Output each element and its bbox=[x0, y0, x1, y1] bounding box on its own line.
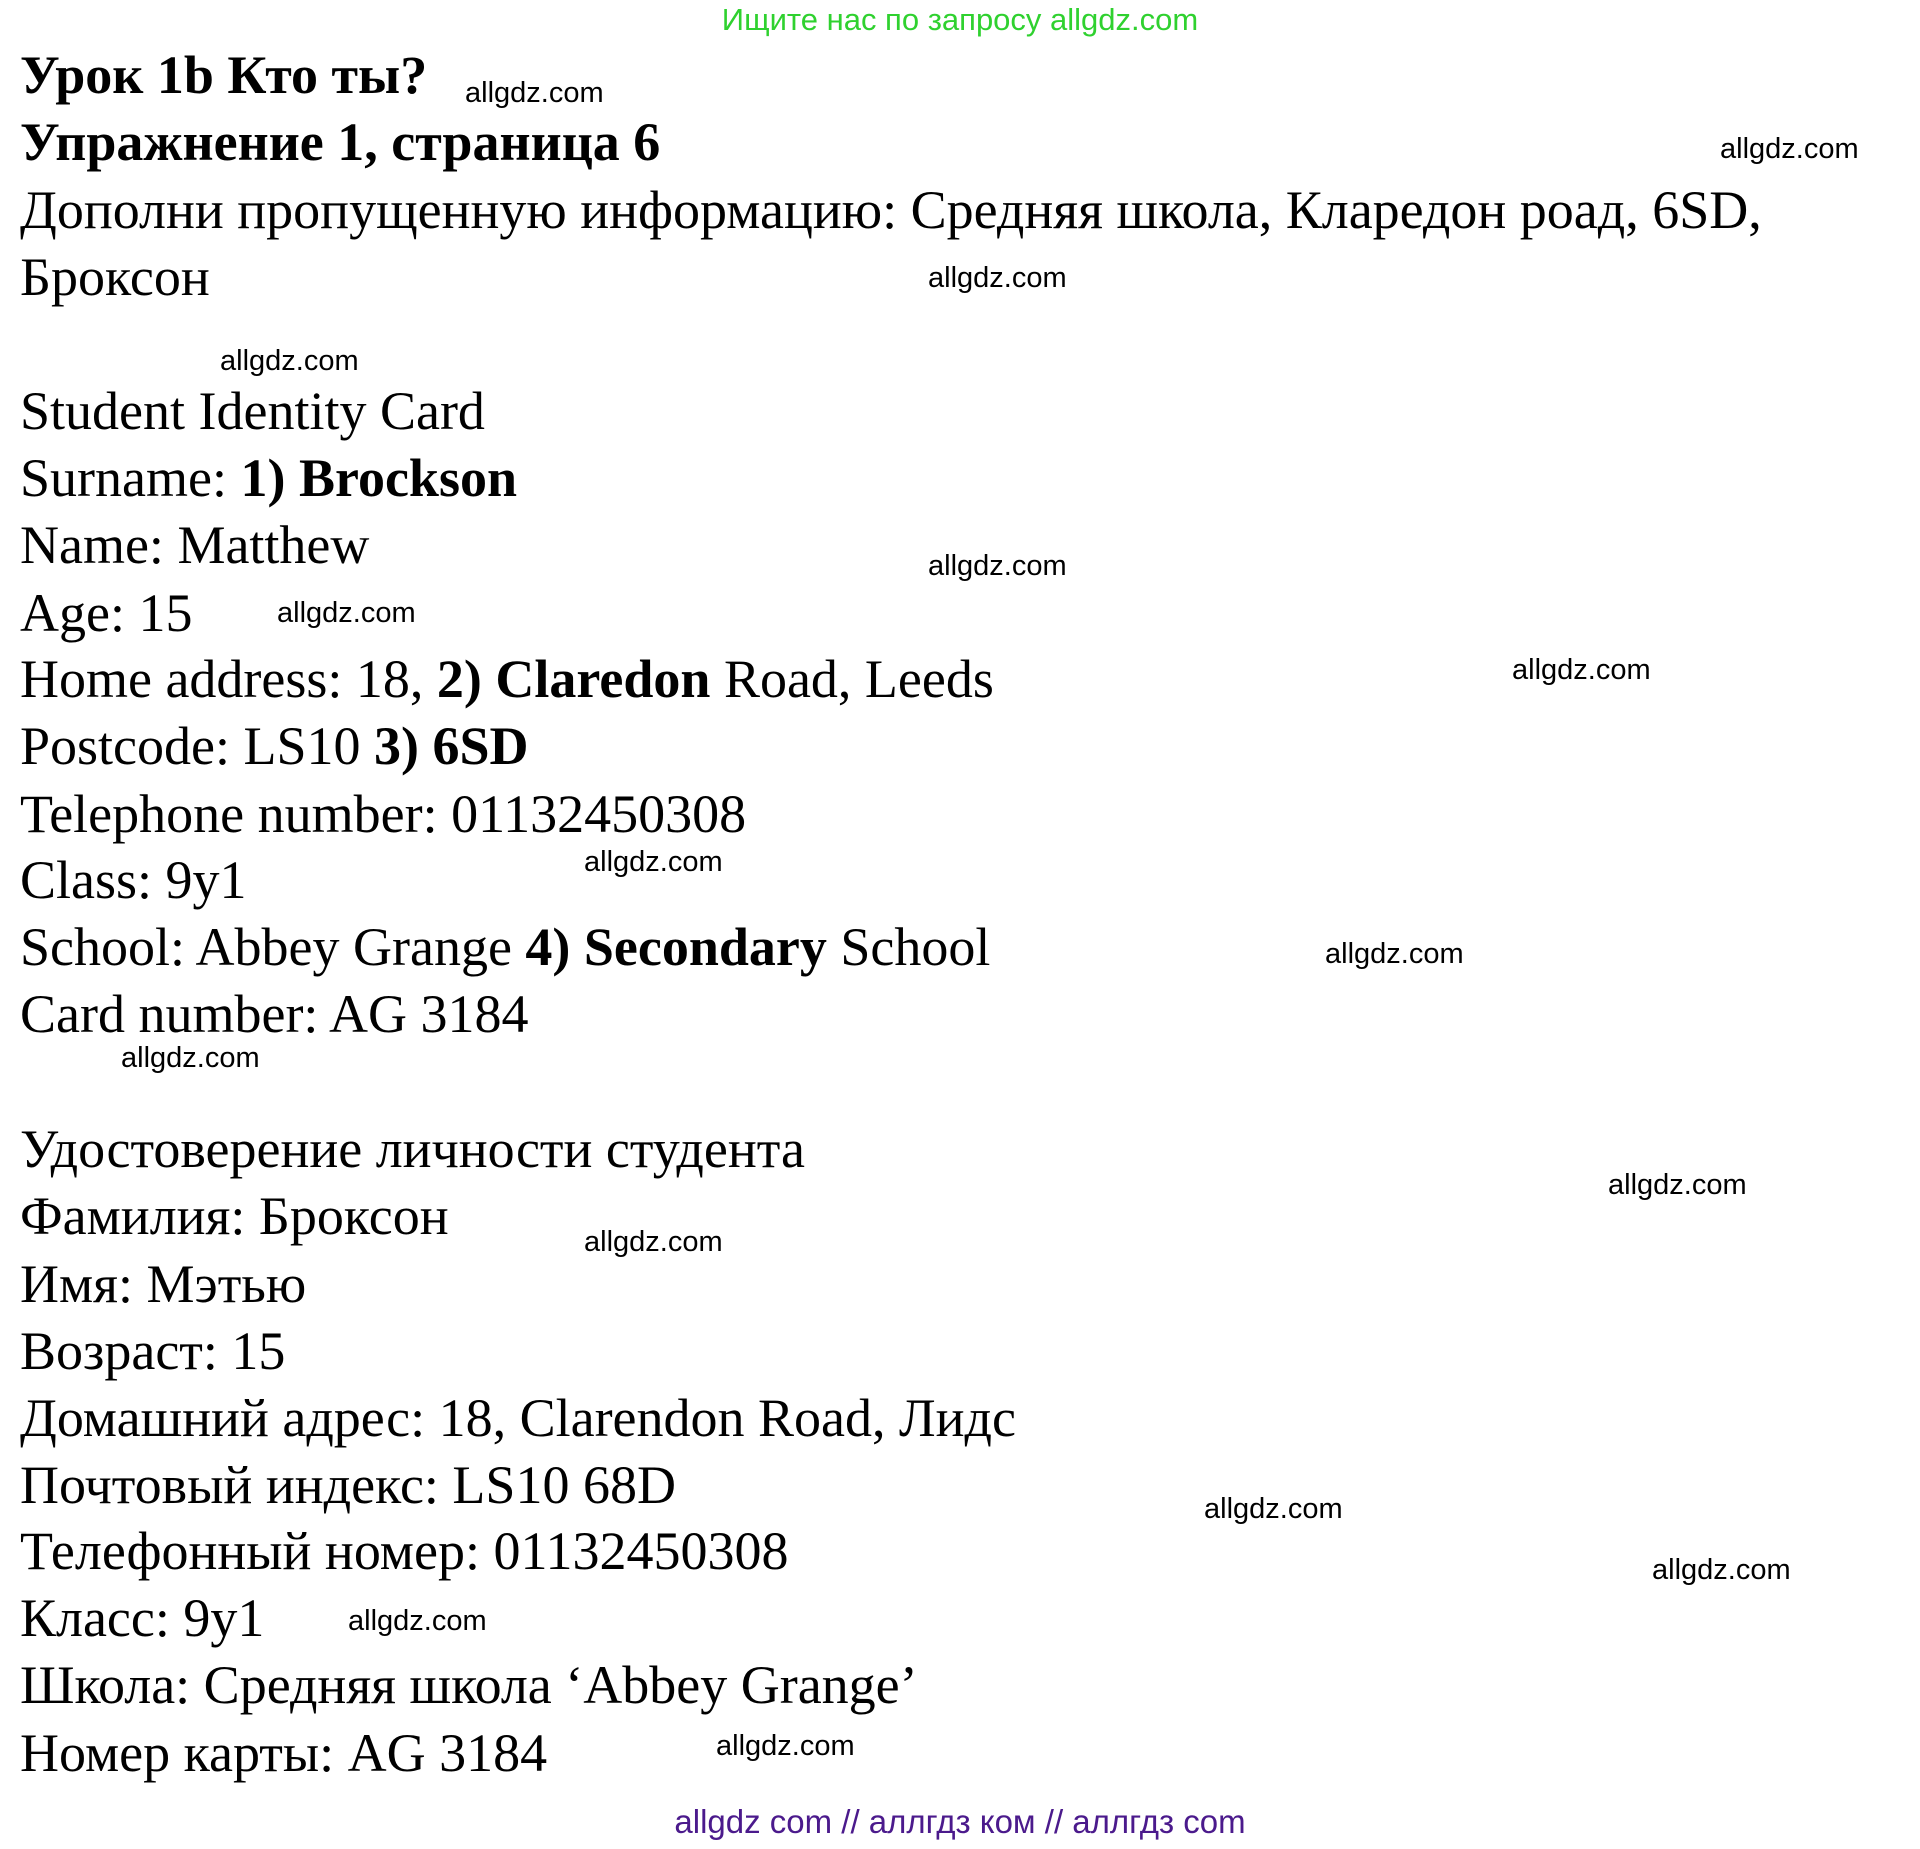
text-line bbox=[20, 982, 528, 1046]
heading-line bbox=[20, 43, 427, 107]
answer-text: 3) 6SD bbox=[374, 716, 529, 776]
watermark: allgdz.com bbox=[1608, 1169, 1747, 1201]
watermark: allgdz.com bbox=[1652, 1554, 1791, 1586]
text-line bbox=[20, 1319, 285, 1383]
line-text: Возраст: 15 bbox=[20, 1321, 286, 1381]
line-text: Броксон bbox=[20, 247, 210, 307]
watermark: allgdz.com bbox=[584, 1226, 723, 1258]
text-line bbox=[20, 1586, 264, 1650]
text-line bbox=[20, 1721, 547, 1785]
watermark: allgdz.com bbox=[277, 597, 416, 629]
footer-promo: allgdz com // аллгдз ком // аллгдз com bbox=[674, 1803, 1246, 1840]
watermark: allgdz.com bbox=[928, 550, 1067, 582]
line-text: Student Identity Card bbox=[20, 381, 485, 441]
line-text: Дополни пропущенную информацию: Средняя школа, Кларедон роад, 6SD, bbox=[20, 180, 1762, 240]
line-text: Класс: 9y1 bbox=[20, 1588, 265, 1648]
watermark: allgdz.com bbox=[1204, 1493, 1343, 1525]
text-line bbox=[20, 446, 517, 510]
line-text: Домашний адрес: 18, Clarendon Road, Лидс bbox=[20, 1388, 1016, 1448]
line-text: Home address: 18, bbox=[20, 649, 437, 709]
line-text: Имя: Мэтью bbox=[20, 1254, 307, 1314]
text-line bbox=[20, 513, 369, 577]
watermark: allgdz.com bbox=[584, 846, 723, 878]
watermark: allgdz.com bbox=[220, 345, 359, 377]
line-text: Номер карты: AG 3184 bbox=[20, 1723, 548, 1783]
text-line bbox=[20, 1653, 918, 1717]
watermark: allgdz.com bbox=[348, 1605, 487, 1637]
watermark: allgdz.com bbox=[1325, 938, 1464, 970]
text-line bbox=[20, 1453, 676, 1517]
text-line bbox=[20, 848, 247, 912]
answer-text: 1) Brockson bbox=[240, 448, 518, 508]
text-line bbox=[20, 714, 529, 778]
watermark: allgdz.com bbox=[1720, 133, 1859, 165]
line-text: Age: 15 bbox=[20, 583, 193, 643]
text-line bbox=[20, 581, 192, 645]
line-text: Card number: AG 3184 bbox=[20, 984, 529, 1044]
text-line bbox=[20, 782, 746, 846]
watermark: allgdz.com bbox=[465, 77, 604, 109]
line-text: School bbox=[826, 917, 991, 977]
line-text: Telephone number: 01132450308 bbox=[20, 784, 747, 844]
line-text: Почтовый индекс: LS10 68D bbox=[20, 1455, 676, 1515]
line-text: Class: 9y1 bbox=[20, 850, 247, 910]
watermark: allgdz.com bbox=[121, 1042, 260, 1074]
heading-line bbox=[20, 110, 660, 174]
answer-text: 2) Claredon bbox=[436, 649, 711, 709]
line-text: Школа: Средняя школа ‘Abbey Grange’ bbox=[20, 1655, 918, 1715]
text-line bbox=[20, 245, 210, 309]
text-line bbox=[20, 647, 994, 711]
text-line bbox=[20, 379, 485, 443]
line-text: Name: Matthew bbox=[20, 515, 370, 575]
text-line bbox=[20, 1184, 449, 1248]
answer-text: 4) Secondary bbox=[525, 917, 827, 977]
line-text: Телефонный номер: 01132450308 bbox=[20, 1521, 789, 1581]
line-text: Road, Leeds bbox=[710, 649, 994, 709]
line-text: Удостоверение личности студента bbox=[20, 1119, 805, 1179]
line-text: School: Abbey Grange bbox=[20, 917, 526, 977]
line-text: Упражнение 1, страница 6 bbox=[20, 112, 661, 172]
text-line bbox=[20, 915, 990, 979]
line-text: Surname: bbox=[20, 448, 241, 508]
line-text: Урок 1b Кто ты? bbox=[20, 45, 428, 105]
text-line bbox=[20, 1252, 306, 1316]
line-text: Фамилия: Броксон bbox=[20, 1186, 449, 1246]
text-line bbox=[20, 1519, 788, 1583]
watermark: allgdz.com bbox=[716, 1730, 855, 1762]
line-text: Postcode: LS10 bbox=[20, 716, 375, 776]
watermark: allgdz.com bbox=[1512, 654, 1651, 686]
search-promo-banner: Ищите нас по запросу allgdz.com bbox=[721, 2, 1199, 37]
watermark: allgdz.com bbox=[928, 262, 1067, 294]
text-line bbox=[20, 1386, 1016, 1450]
text-line bbox=[20, 178, 1762, 242]
text-line bbox=[20, 1117, 805, 1181]
